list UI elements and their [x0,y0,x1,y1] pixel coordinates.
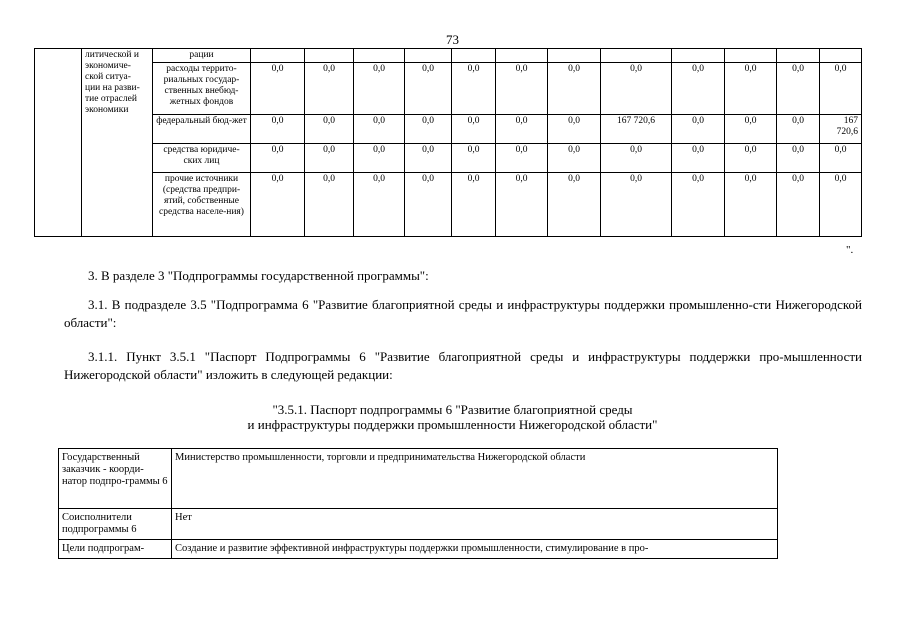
funding-source-cell: расходы террито-риальных государ-ственных внебюд-жетных фондов [153,63,251,115]
passport-row [59,540,778,559]
table-row [35,144,862,173]
funding-source-cell: средства юридиче-ских лиц [153,144,251,173]
passport-value-cell: Создание и развитие эффективной инфраструктуры поддержки промышленности, стимулирование в про- [172,540,778,559]
program-name-line: литической и [85,50,139,60]
value-cell: 167 720,6 [601,115,672,144]
table-cell-empty [35,49,82,237]
page-number: 73 [446,32,459,47]
value-cell: 0,0 [452,115,496,144]
passport-row [59,509,778,540]
value-cell: 0,0 [820,173,862,237]
passport-value-cell: Нет [172,509,778,540]
passport-table [58,448,778,559]
program-name-line: тие отраслей [85,94,137,104]
value-cell-empty [305,49,354,63]
program-name-line: ской ситуа- [85,72,131,82]
value-cell: 0,0 [251,144,305,173]
value-cell: 167 720,6 [820,115,862,144]
value-cell: 0,0 [405,144,452,173]
value-cell: 0,0 [672,115,725,144]
program-name-cell [82,49,153,237]
value-cell: 0,0 [672,173,725,237]
value-cell: 0,0 [548,115,601,144]
value-cell-empty [601,49,672,63]
program-name-line: экономиче- [85,61,131,71]
value-cell-empty [452,49,496,63]
passport-heading [0,402,905,432]
value-cell: 0,0 [725,63,777,115]
value-cell: 0,0 [305,144,354,173]
funding-source-cell: федеральный бюд-жет [153,115,251,144]
value-cell: 0,0 [354,115,405,144]
value-cell: 0,0 [251,63,305,115]
value-cell: 0,0 [725,144,777,173]
passport-value-cell: Министерство промышленности, торговли и предпринимательства Нижегородской области [172,449,778,509]
paragraph-3-1: 3.1. В подразделе 3.5 "Подпрограмма 6 "Развитие благоприятной среды и инфраструктуры поддержки промышленно-сти Нижегородской области": [64,297,862,330]
value-cell: 0,0 [820,63,862,115]
value-cell: 0,0 [777,63,820,115]
value-cell: 0,0 [672,63,725,115]
value-cell: 0,0 [354,144,405,173]
value-cell: 0,0 [548,144,601,173]
table-row [35,173,862,237]
value-cell: 0,0 [496,173,548,237]
value-cell: 0,0 [777,115,820,144]
value-cell: 0,0 [405,115,452,144]
value-cell-empty [548,49,601,63]
value-cell: 0,0 [354,173,405,237]
value-cell: 0,0 [548,63,601,115]
value-cell: 0,0 [305,173,354,237]
value-cell: 0,0 [305,115,354,144]
value-cell: 0,0 [777,173,820,237]
passport-heading-line-1: "3.5.1. Паспорт подпрограммы 6 "Развитие благоприятной среды [272,402,633,417]
value-cell: 0,0 [725,173,777,237]
paragraph-3-1-1: 3.1.1. Пункт 3.5.1 "Паспорт Подпрограммы 6 "Развитие благоприятной среды и инфраструктуры поддержки про-мышленности Нижегородской области" изложить в следующей редакции: [64,349,862,382]
table-row [35,115,862,144]
closing-quote: ". [846,244,854,256]
value-cell: 0,0 [251,173,305,237]
passport-heading-line-2: и инфраструктуры поддержки промышленности Нижегородской области" [247,417,658,432]
program-name-line: экономики [85,105,129,115]
value-cell: 0,0 [548,173,601,237]
value-cell: 0,0 [452,173,496,237]
value-cell-empty [725,49,777,63]
value-cell: 0,0 [405,63,452,115]
value-cell: 0,0 [405,173,452,237]
program-name-line: ции на разви- [85,83,140,93]
value-cell: 0,0 [601,63,672,115]
value-cell: 0,0 [251,115,305,144]
value-cell-empty [405,49,452,63]
passport-label-cell: Цели подпрограм- [59,540,172,559]
funding-source-cell: рации [153,49,251,63]
value-cell: 0,0 [452,144,496,173]
value-cell: 0,0 [496,63,548,115]
value-cell-empty [354,49,405,63]
table-row [35,63,862,115]
value-cell: 0,0 [820,144,862,173]
value-cell: 0,0 [496,115,548,144]
value-cell: 0,0 [452,63,496,115]
funding-source-cell: прочие источники (средства предпри-ятий, собственные средства населе-ния) [153,173,251,237]
table-row [35,49,862,63]
paragraph-section-3: 3. В разделе 3 "Подпрограммы государственной программы": [88,268,429,283]
value-cell-empty [777,49,820,63]
value-cell: 0,0 [777,144,820,173]
value-cell-empty [251,49,305,63]
value-cell: 0,0 [725,115,777,144]
value-cell: 0,0 [354,63,405,115]
passport-label-cell: Соисполнители подпрограммы 6 [59,509,172,540]
passport-row [59,449,778,509]
passport-label-cell: Государственный заказчик - коорди-натор подпро-граммы 6 [59,449,172,509]
value-cell-empty [820,49,862,63]
value-cell-empty [672,49,725,63]
financing-table [34,48,862,237]
value-cell: 0,0 [305,63,354,115]
value-cell: 0,0 [601,173,672,237]
value-cell-empty [496,49,548,63]
value-cell: 0,0 [601,144,672,173]
value-cell: 0,0 [496,144,548,173]
value-cell: 0,0 [672,144,725,173]
